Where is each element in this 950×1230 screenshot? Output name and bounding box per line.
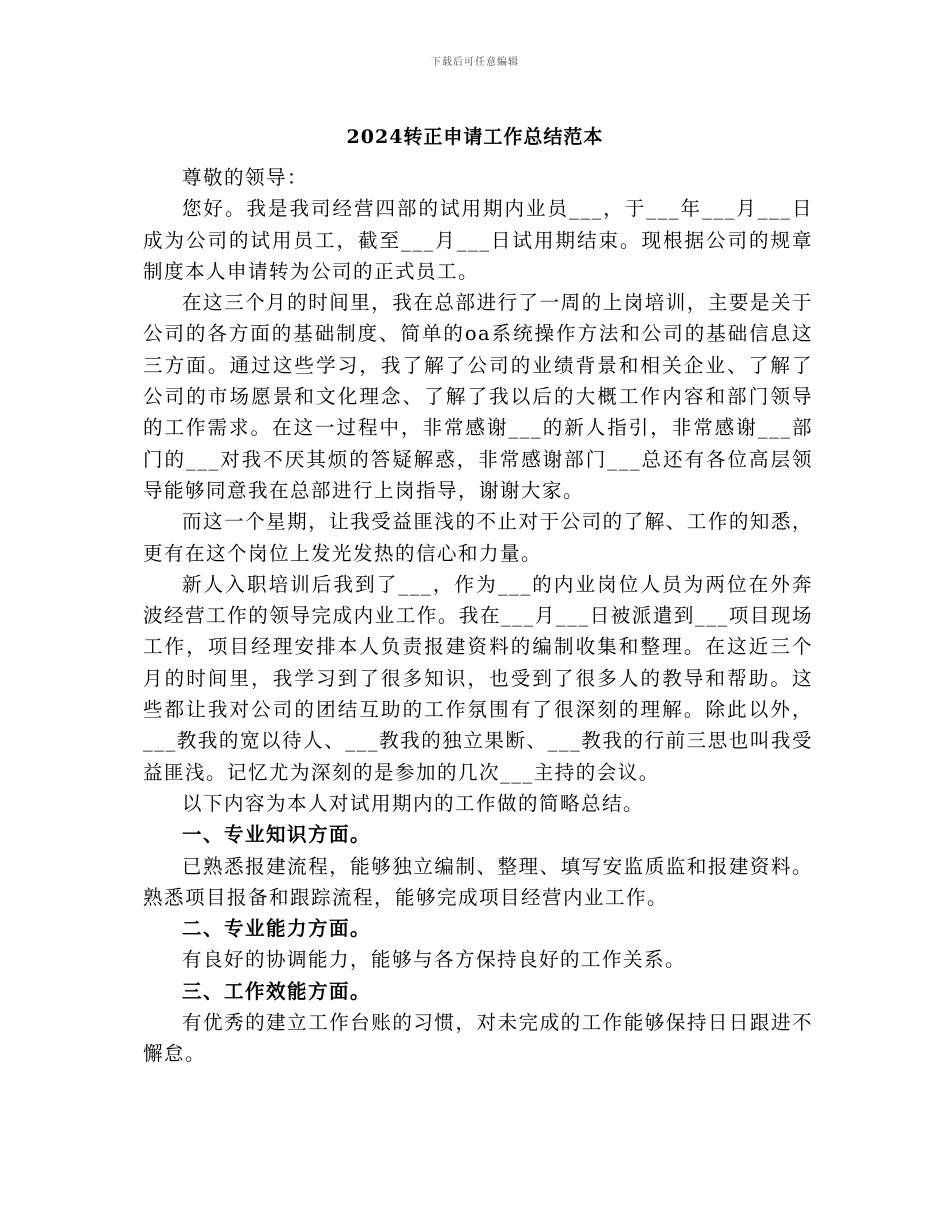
body-paragraph: 以下内容为本人对试用期内的工作做的简略总结。 — [182, 791, 645, 815]
salutation: 尊敬的领导： — [182, 166, 309, 189]
section-text: 有良好的协调能力，能够与各方保持良好的工作关系。 — [182, 948, 687, 972]
document-body — [143, 162, 813, 1070]
page-header-note: 下载后可任意编辑 — [431, 57, 519, 68]
section-text: 有优秀的建立工作台账的习惯，对未完成的工作能够保持日日跟进不懈怠。 — [143, 1011, 813, 1066]
section-heading: 一、专业知识方面。 — [182, 823, 372, 847]
body-paragraph: 而这一个星期，让我受益匪浅的不止对于公司的了解、工作的知悉，更有在这个岗位上发光发热的信心和力量。 — [143, 510, 813, 565]
section-heading: 三、工作效能方面。 — [182, 979, 372, 1003]
body-paragraph: 在这三个月的时间里，我在总部进行了一周的上岗培训，主要是关于公司的各方面的基础制度、简单的oa系统操作方法和公司的基础信息这三方面。通过这些学习，我了解了公司的业绩背景和相关企业、了解了公司的市场愿景和文化理念、了解了我以后的大概工作内容和部门领导的工作需求。在这一过程中，非常感谢___的新人指引，非常感谢___部门的___对我不厌其烦的答疑解惑，非常感谢部门___总还有各位高层领导能够同意我在总部进行上岗指导，谢谢大家。 — [143, 291, 813, 502]
section-text: 已熟悉报建流程，能够独立编制、整理、填写安监质监和报建资料。熟悉项目报备和跟踪流程，能够完成项目经营内业工作。 — [143, 854, 813, 909]
section-heading: 二、专业能力方面。 — [182, 917, 372, 941]
body-paragraph: 新人入职培训后我到了___，作为___的内业岗位人员为两位在外奔波经营工作的领导完成内业工作。我在___月___日被派遣到___项目现场工作，项目经理安排本人负责报建资料的编制收集和整理。在这近三个月的时间里，我学习到了很多知识，也受到了很多人的教导和帮助。这些都让我对公司的团结互助的工作氛围有了很深刻的理解。除此以外，___教我的宽以待人、___教我的独立果断、___教我的行前三思也叫我受益匪浅。记忆尤为深刻的是参加的几次___主持的会议。 — [143, 572, 813, 784]
body-paragraph: 您好。我是我司经营四部的试用期内业员___，于___年___月___日成为公司的试用员工，截至___月___日试用期结束。现根据公司的规章制度本人申请转为公司的正式员工。 — [143, 197, 813, 283]
document-title: 2024转正申请工作总结范本 — [346, 126, 604, 148]
